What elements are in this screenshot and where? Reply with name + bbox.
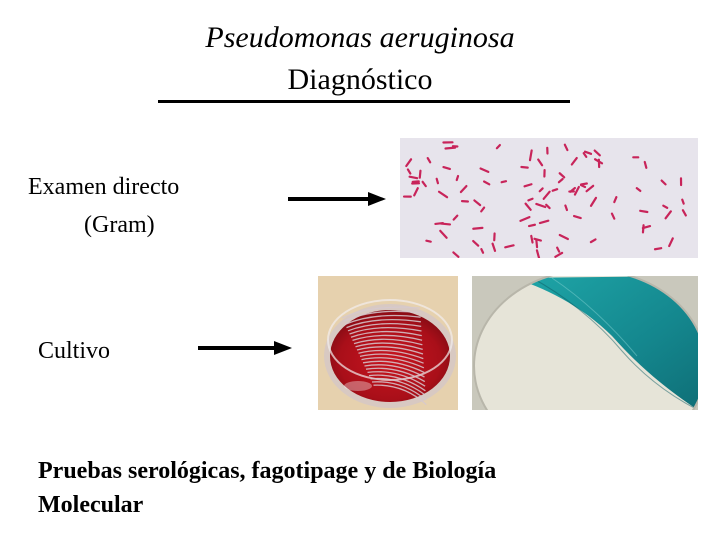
page-title-organism: Pseudomonas aeruginosa <box>205 21 515 54</box>
page-title-heading: Diagnóstico <box>287 63 433 96</box>
blood-agar-plate-photo <box>318 276 458 410</box>
bacillus-rod <box>454 216 458 220</box>
bacillus-rod <box>497 145 500 148</box>
gram-label-line2: (Gram) <box>84 212 155 238</box>
bacillus-rod <box>612 214 614 219</box>
pruebas-label-line1: Pruebas serológicas, fagotipage y de Biología <box>38 458 497 484</box>
blood-agar-plate-image <box>318 276 458 410</box>
bacillus-rod <box>525 184 532 186</box>
bacillus-rod <box>560 235 568 239</box>
bacillus-rod <box>614 197 616 202</box>
bacillus-rod <box>406 159 411 166</box>
bacillus-rod <box>683 210 686 215</box>
gram-arrow-icon <box>286 188 390 208</box>
bacillus-rod <box>574 216 581 218</box>
bacillus-rod <box>526 204 531 210</box>
bacillus-rod <box>538 160 542 166</box>
gram-stain-image <box>400 138 698 258</box>
pyocyanin-plate-image <box>472 276 698 410</box>
bacillus-rod <box>565 145 568 150</box>
bacillus-rod <box>595 151 600 156</box>
bacillus-rod <box>481 249 483 253</box>
bacillus-rod <box>530 150 532 160</box>
bacillus-rod <box>540 188 543 191</box>
bacillus-rod <box>493 244 495 251</box>
bacillus-rod <box>640 211 647 212</box>
gram-stain-micrograph <box>400 138 698 258</box>
bacillus-rod <box>559 179 563 182</box>
bacillus-rod <box>440 231 446 238</box>
gram-label-line1: Examen directo <box>28 174 180 200</box>
bacillus-rod <box>591 239 596 242</box>
bacillus-rod <box>662 181 666 185</box>
pruebas-label-line2: Molecular <box>38 492 144 518</box>
bacillus-rod <box>435 223 442 224</box>
bacillus-rod <box>461 186 467 192</box>
bacillus-rod <box>481 208 484 212</box>
bacillus-rod <box>528 199 532 201</box>
bacillus-rod <box>446 148 456 149</box>
bacillus-rod <box>484 181 489 184</box>
bacillus-rod <box>560 173 565 177</box>
bacillus-rod <box>410 177 418 179</box>
bacillus-rod <box>426 241 430 242</box>
bacillus-rod <box>529 225 535 226</box>
bacillus-rod <box>536 204 545 207</box>
bacillus-rod <box>585 152 591 154</box>
bacillus-rod <box>453 252 458 256</box>
bacillus-rod <box>572 158 577 164</box>
bacillus-rod <box>645 162 647 168</box>
bacillus-rod <box>457 176 458 180</box>
bacillus-rod <box>557 248 559 252</box>
bacillus-rod <box>443 167 449 169</box>
cultivo-arrow-icon <box>196 338 296 358</box>
bacillus-rod <box>666 211 671 218</box>
cultivo-label: Cultivo <box>38 338 111 364</box>
bacillus-rod <box>520 217 529 221</box>
bacillus-rod <box>414 188 418 195</box>
bacillus-rod <box>473 241 478 246</box>
bacillus-rod <box>540 221 548 223</box>
bacillus-rod <box>474 200 480 205</box>
bacillus-rod <box>521 167 527 168</box>
bacillus-rod <box>439 192 447 197</box>
bacillus-rod <box>553 189 557 190</box>
bacillus-rod <box>655 248 661 249</box>
bacillus-rod <box>637 188 641 191</box>
bacillus-rod <box>581 184 587 185</box>
bacillus-rod <box>587 186 594 191</box>
bacillus-rod <box>408 169 410 173</box>
bacillus-rod <box>591 198 596 206</box>
bacillus-rod <box>584 153 587 157</box>
bacillus-rod <box>663 206 667 208</box>
bacillus-rod <box>565 206 567 210</box>
bacillus-rod <box>531 236 532 243</box>
pyocyanin-plate-photo <box>472 276 698 410</box>
bacillus-rod <box>546 205 549 208</box>
bacillus-rod <box>682 200 683 204</box>
title-underline <box>158 100 570 103</box>
bacillus-rod <box>505 245 513 247</box>
bacillus-rod <box>420 171 421 178</box>
bacillus-rod <box>437 179 438 183</box>
bacillus-rod <box>423 182 426 186</box>
bacillus-rod <box>536 240 537 247</box>
bacillus-rod <box>502 181 506 182</box>
bacillus-rod <box>473 228 482 229</box>
bacillus-rod <box>544 192 550 199</box>
bacillus-rod <box>481 169 489 172</box>
bacillus-rod <box>537 250 539 258</box>
bacillus-rod <box>669 238 673 246</box>
bacillus-rod <box>555 253 562 257</box>
bacillus-rod <box>428 158 430 162</box>
